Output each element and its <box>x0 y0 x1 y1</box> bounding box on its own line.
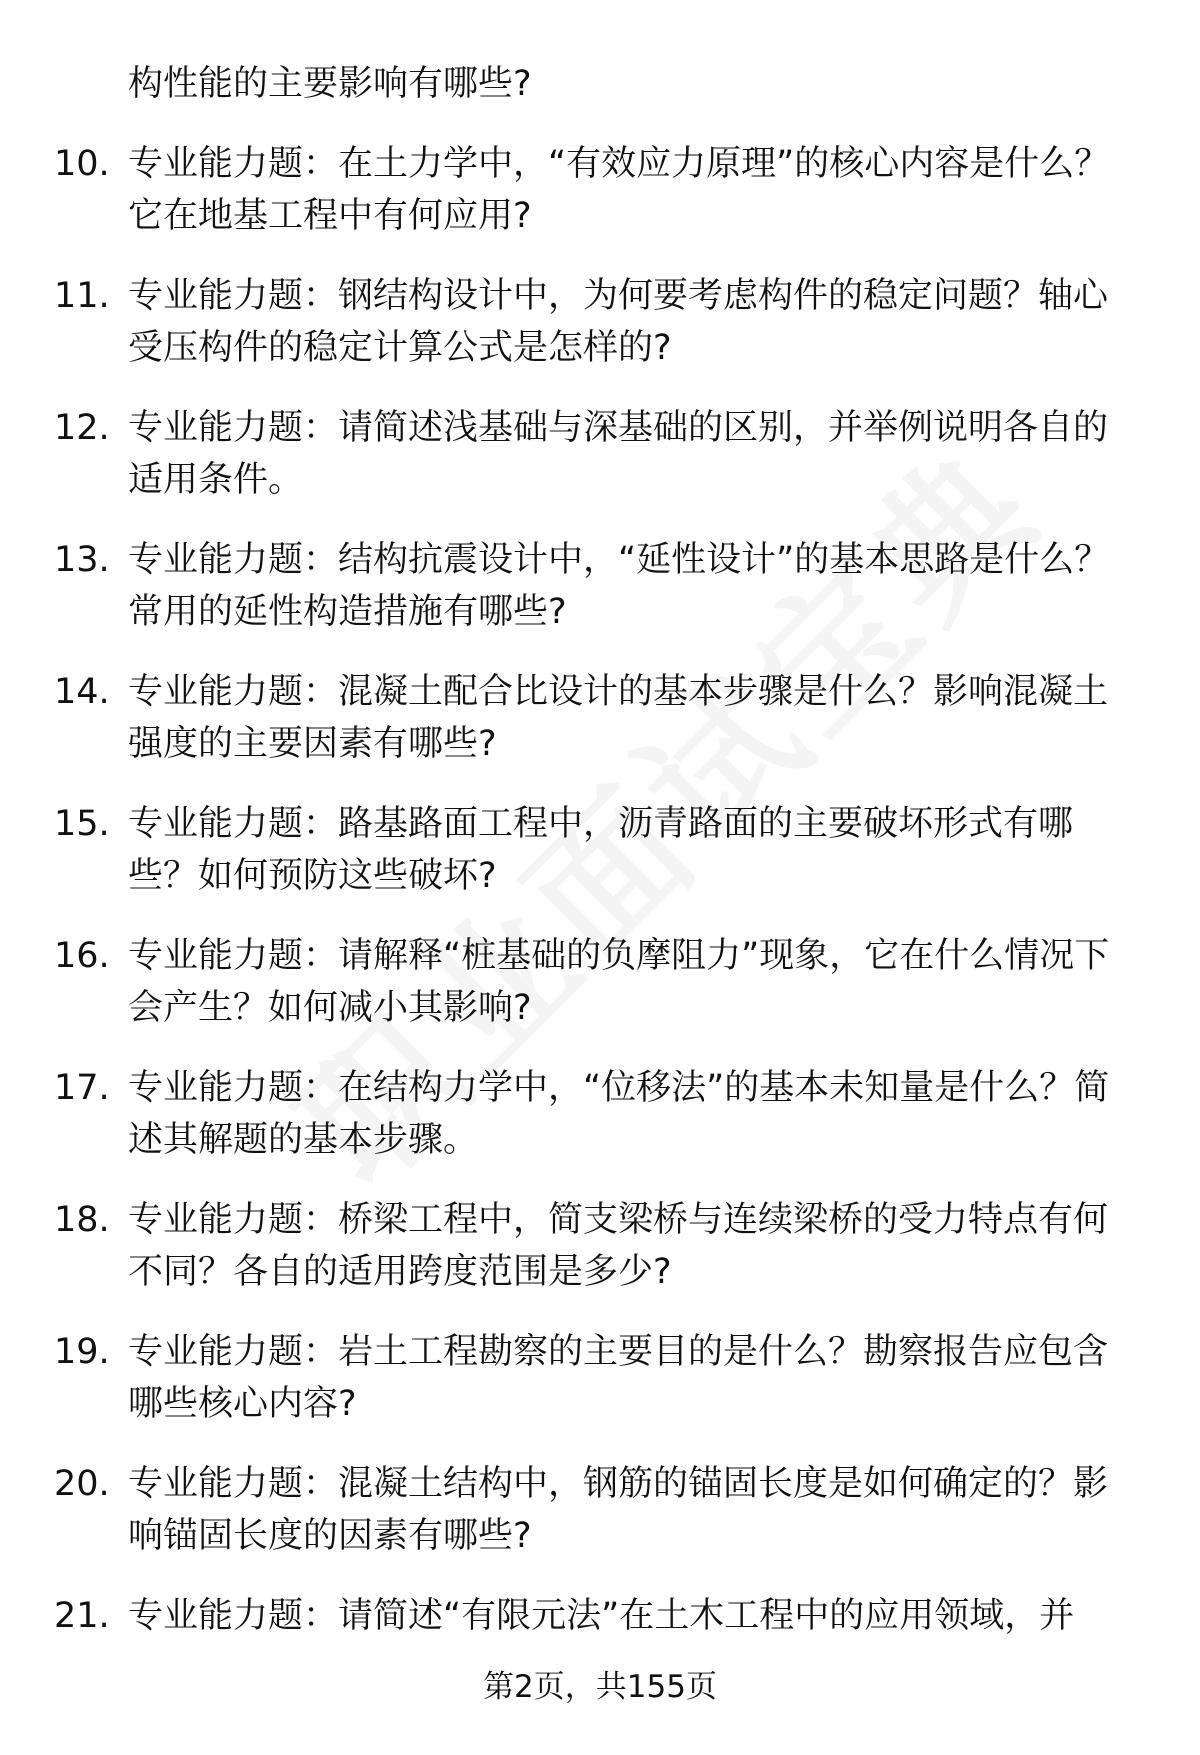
question-item <box>0 534 1200 638</box>
question-item <box>0 1194 1200 1298</box>
question-number: 14. <box>54 672 110 712</box>
question-number: 19. <box>54 1332 110 1372</box>
question-text: 专业能力题：请简述浅基础与深基础的区别，并举例说明各自的适用条件。 <box>128 408 1109 500</box>
question-number: 21. <box>54 1596 110 1636</box>
question-number: 15. <box>54 804 110 844</box>
question-number: 20. <box>54 1464 110 1504</box>
question-number: 17. <box>54 1068 110 1108</box>
question-item <box>0 666 1200 770</box>
question-item <box>0 1062 1200 1166</box>
question-text: 专业能力题：请简述“有限元法”在土木工程中的应用领域，并 <box>128 1596 1075 1636</box>
question-text: 专业能力题：请解释“桩基础的负摩阻力”现象，它在什么情况下会产生？如何减小其影响? <box>128 936 1110 1028</box>
question-text: 专业能力题：在土力学中，“有效应力原理”的核心内容是什么？它在地基工程中有何应用? <box>128 144 1110 236</box>
question-text: 专业能力题：桥梁工程中，简支梁桥与连续梁桥的受力特点有何不同？各自的适用跨度范围是多少? <box>128 1200 1109 1292</box>
question-text: 专业能力题：钢结构设计中，为何要考虑构件的稳定问题？轴心受压构件的稳定计算公式是怎样的? <box>128 276 1109 368</box>
question-text: 专业能力题：路基路面工程中，沥青路面的主要破坏形式有哪些？如何预防这些破坏? <box>128 804 1074 896</box>
page-footer: 第2页，共155页 <box>483 1669 717 1705</box>
question-item <box>0 270 1200 374</box>
page-content <box>0 58 1200 1670</box>
question-text: 专业能力题：混凝土结构中，钢筋的锚固长度是如何确定的？影响锚固长度的因素有哪些? <box>128 1464 1109 1556</box>
question-item <box>0 1590 1200 1642</box>
question-text: 专业能力题：混凝土配合比设计的基本步骤是什么？影响混凝土强度的主要因素有哪些? <box>128 672 1109 764</box>
question-number: 13. <box>54 540 110 580</box>
question-item <box>0 798 1200 902</box>
question-text: 专业能力题：结构抗震设计中，“延性设计”的基本思路是什么？常用的延性构造措施有哪些? <box>128 540 1110 632</box>
question-item <box>0 1458 1200 1562</box>
continued-question-text: 构性能的主要影响有哪些? <box>128 64 532 104</box>
question-number: 18. <box>54 1200 110 1240</box>
question-item <box>0 930 1200 1034</box>
question-item <box>0 1326 1200 1430</box>
question-number: 12. <box>54 408 110 448</box>
question-number: 16. <box>54 936 110 976</box>
question-number: 10. <box>54 144 110 184</box>
question-text: 专业能力题：在结构力学中，“位移法”的基本未知量是什么？简述其解题的基本步骤。 <box>128 1068 1110 1160</box>
question-list <box>0 138 1200 1642</box>
question-number: 11. <box>54 276 110 316</box>
question-item <box>0 138 1200 242</box>
question-text: 专业能力题：岩土工程勘察的主要目的是什么？勘察报告应包含哪些核心内容? <box>128 1332 1109 1424</box>
question-item <box>0 402 1200 506</box>
